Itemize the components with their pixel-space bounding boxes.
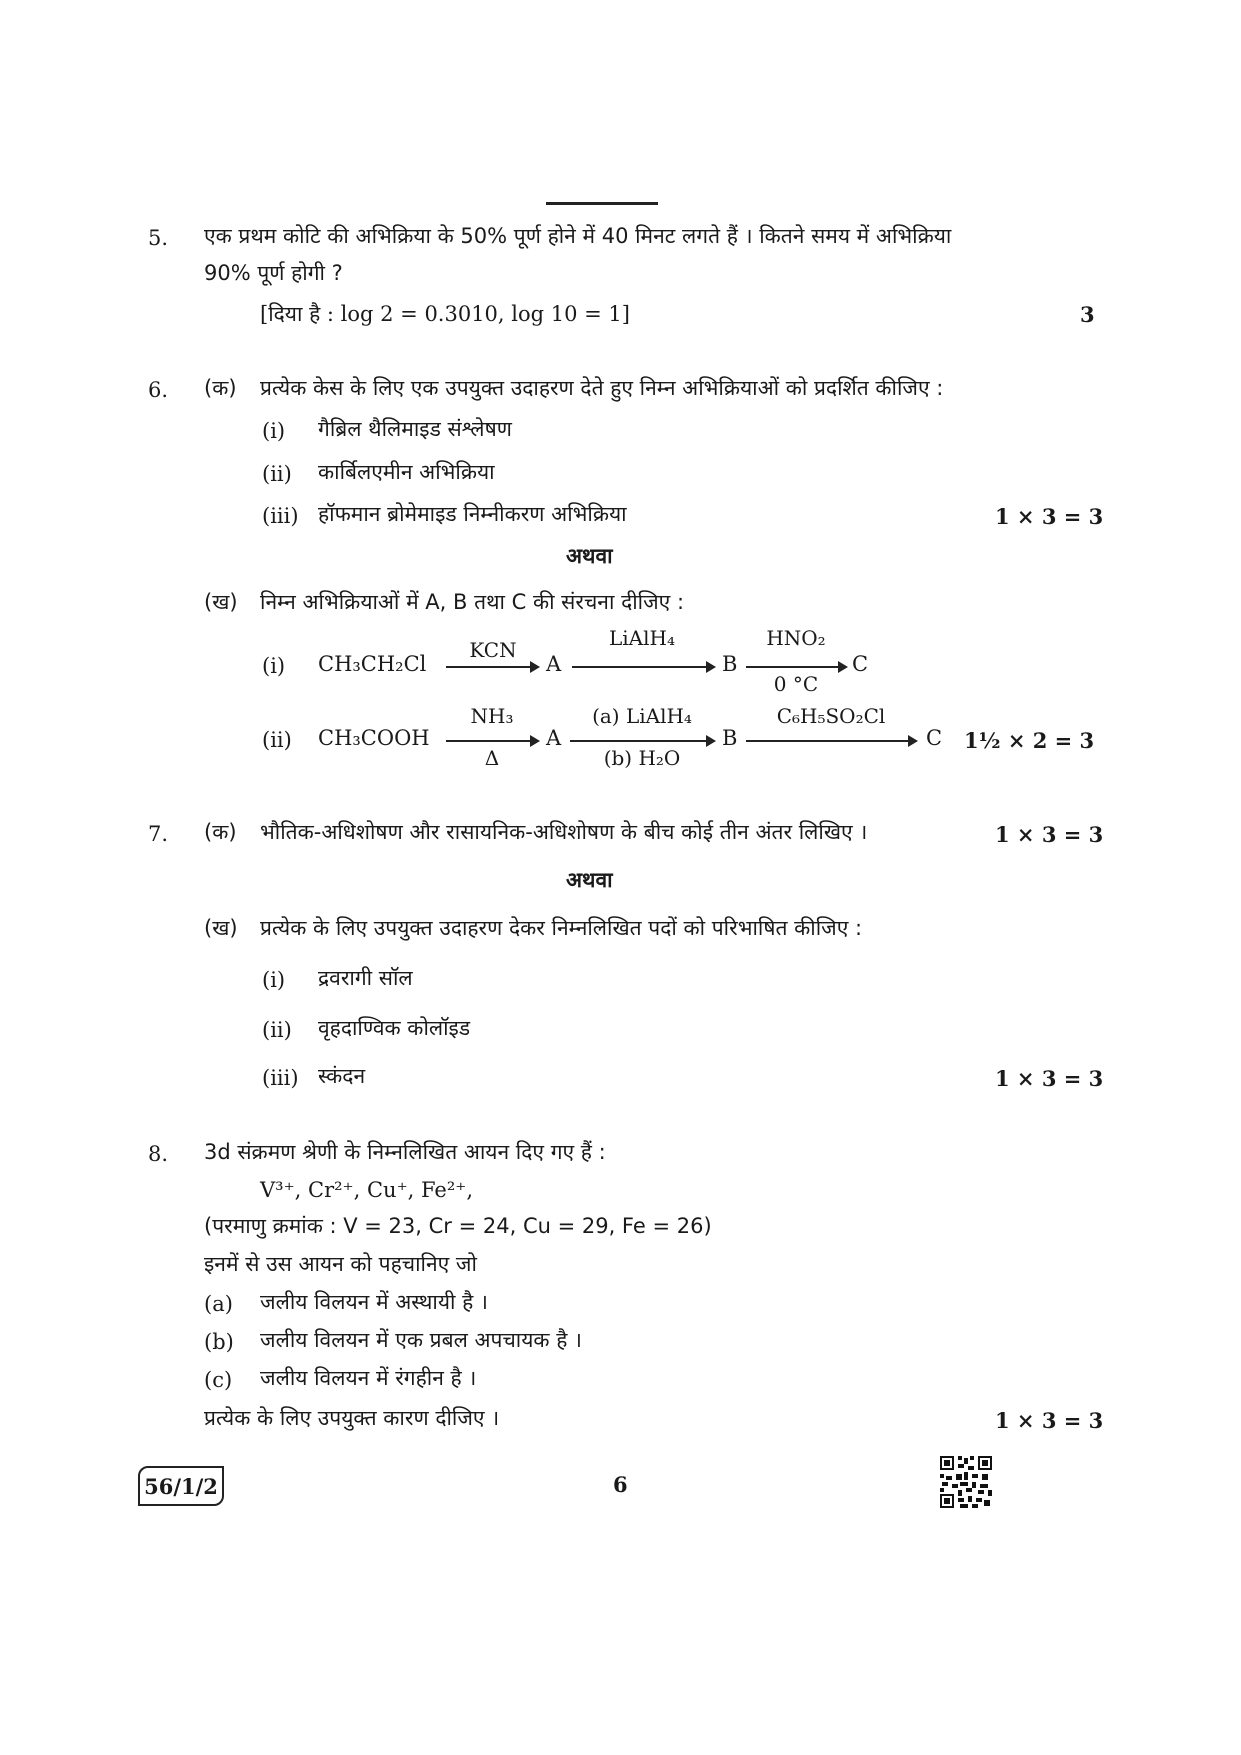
- r1-arrow1: [446, 666, 538, 668]
- q8-ions: V³⁺, Cr²⁺, Cu⁺, Fe²⁺,: [260, 1178, 474, 1202]
- q6-item-text: गैब्रिल थैलिमाइड संश्लेषण: [318, 417, 512, 441]
- q7-b-label: (ख): [204, 916, 238, 940]
- q8-item-label: (b): [204, 1330, 234, 1354]
- r2-label: (ii): [262, 728, 292, 752]
- q8-item-text: जलीय विलयन में एक प्रबल अपचायक है ।: [260, 1328, 582, 1352]
- r1-arrow3-bottom: 0 °C: [773, 672, 819, 696]
- q5-number: 5.: [148, 226, 169, 250]
- q5-marks: 3: [1080, 302, 1095, 327]
- q6-item-label: (ii): [262, 462, 292, 486]
- r2-start: CH₃COOH: [318, 726, 430, 750]
- q7-b-marks: 1 × 3 = 3: [995, 1066, 1104, 1091]
- q8-item-label: (a): [204, 1292, 233, 1316]
- q7-a-text: भौतिक-अधिशोषण और रासायनिक-अधिशोषण के बीच कोई तीन अंतर लिखिए ।: [260, 820, 868, 844]
- q8-reason: प्रत्येक के लिए उपयुक्त कारण दीजिए ।: [204, 1406, 500, 1430]
- r2-arrow1-top: NH₃: [470, 704, 514, 728]
- r2-arrow2-top: (a) LiAlH₄: [592, 704, 692, 728]
- r1-arrow1-top: KCN: [469, 638, 517, 662]
- q5-line1: एक प्रथम कोटि की अभिक्रिया के 50% पूर्ण होने में 40 मिनट लगते हैं । कितने समय में अभिक्रिया: [204, 224, 952, 248]
- q7-b-text: प्रत्येक के लिए उपयुक्त उदाहरण देकर निम्नलिखित पदों को परिभाषित कीजिए :: [260, 916, 863, 940]
- top-rule: [546, 202, 658, 205]
- q7-item-text: वृहदाण्विक कोलॉइड: [318, 1016, 471, 1040]
- q7-item-label: (i): [262, 968, 286, 992]
- q6-a-text: प्रत्येक केस के लिए एक उपयुक्त उदाहरण देते हुए निम्न अभिक्रियाओं को प्रदर्शित कीजिए :: [260, 376, 944, 400]
- q7-or: अथवा: [566, 868, 613, 892]
- r1-arrow2-top: LiAlH₄: [609, 626, 675, 650]
- r2-arrow1-bottom: Δ: [484, 746, 500, 770]
- r2-arrow3-top: C₆H₅SO₂Cl: [776, 704, 886, 728]
- r1-arrow3-top: HNO₂: [766, 626, 826, 650]
- q8-marks: 1 × 3 = 3: [995, 1408, 1104, 1433]
- r1-mid1: A: [546, 652, 562, 676]
- r2-mid2: B: [722, 726, 738, 750]
- r2-marks: 1½ × 2 = 3: [964, 728, 1095, 753]
- q7-item-label: (iii): [262, 1066, 299, 1090]
- r1-mid2: B: [722, 652, 738, 676]
- q8-item-label: (c): [204, 1368, 233, 1392]
- q5-given: [दिया है : log 2 = 0.3010, log 10 = 1]: [260, 302, 630, 326]
- r1-end: C: [852, 652, 869, 676]
- q8-number: 8.: [148, 1142, 169, 1166]
- q7-item-text: द्रवरागी सॉल: [318, 966, 413, 990]
- q6-item-label: (i): [262, 419, 286, 443]
- paper-code-box: [138, 1466, 224, 1506]
- q6-a-marks: 1 × 3 = 3: [995, 504, 1104, 529]
- q5-line2: 90% पूर्ण होगी ?: [204, 261, 343, 285]
- q6-a-label: (क): [204, 376, 237, 400]
- q7-a-label: (क): [204, 820, 237, 844]
- q8-identify: इनमें से उस आयन को पहचानिए जो: [204, 1252, 477, 1276]
- q7-number: 7.: [148, 822, 169, 846]
- paper-code: 56/1/2: [144, 1473, 218, 1499]
- r2-arrow2-bottom: (b) H₂O: [603, 746, 681, 770]
- page-number: 6: [613, 1472, 628, 1497]
- r1-start: CH₃CH₂Cl: [318, 652, 427, 676]
- r2-arrow3: [746, 740, 916, 742]
- r2-arrow1: [446, 740, 538, 742]
- q6-item-text: हॉफमान ब्रोमेमाइड निम्नीकरण अभिक्रिया: [318, 502, 627, 526]
- q6-b-text: निम्न अभिक्रियाओं में A, B तथा C की संरचना दीजिए :: [260, 590, 685, 614]
- r1-label: (i): [262, 654, 286, 678]
- q6-or: अथवा: [566, 544, 613, 568]
- q8-item-text: जलीय विलयन में अस्थायी है ।: [260, 1290, 488, 1314]
- r2-arrow2: [570, 740, 714, 742]
- q6-b-label: (ख): [204, 590, 238, 614]
- q7-item-text: स्कंदन: [318, 1064, 366, 1088]
- q8-item-text: जलीय विलयन में रंगहीन है ।: [260, 1366, 477, 1390]
- q7-a-marks: 1 × 3 = 3: [995, 822, 1104, 847]
- q6-item-text: कार्बिलएमीन अभिक्रिया: [318, 460, 495, 484]
- q7-item-label: (ii): [262, 1018, 292, 1042]
- qr-code-icon: [940, 1456, 992, 1508]
- q6-item-label: (iii): [262, 504, 299, 528]
- q8-atomic: (परमाणु क्रमांक : V = 23, Cr = 24, Cu = 29, Fe = 26): [204, 1214, 712, 1238]
- r1-arrow2: [572, 666, 714, 668]
- q6-number: 6.: [148, 378, 169, 402]
- r2-end: C: [926, 726, 943, 750]
- r1-arrow3: [746, 666, 846, 668]
- r2-mid1: A: [546, 726, 562, 750]
- q8-line1: 3d संक्रमण श्रेणी के निम्नलिखित आयन दिए गए हैं :: [204, 1140, 606, 1164]
